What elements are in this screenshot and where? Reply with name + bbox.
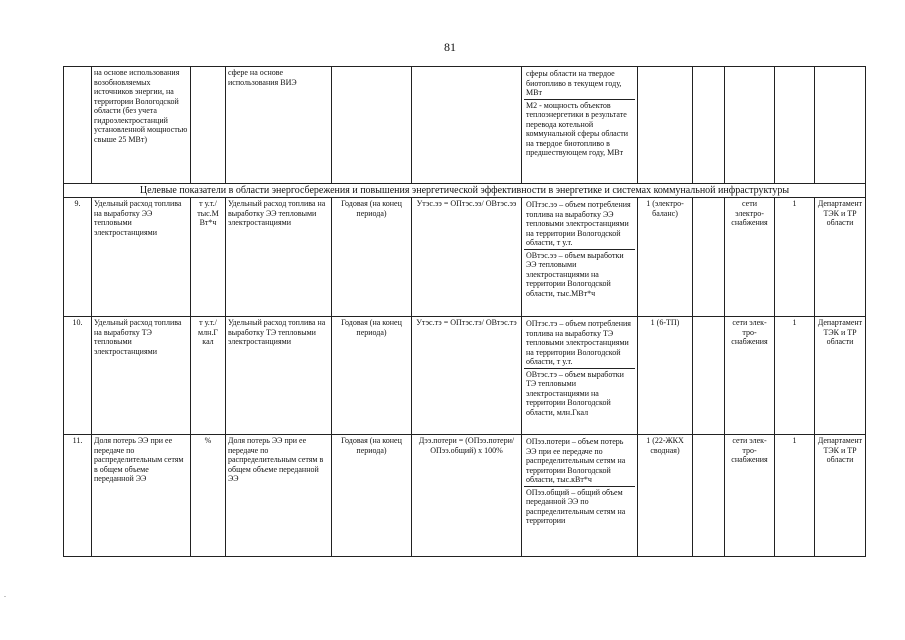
continuation-vars-cell — [522, 67, 638, 184]
periodicity: Годовая (на конец периода) — [332, 317, 412, 435]
formula: Утэс.ээ = ОПтэс.ээ/ ОВтэс.ээ — [412, 198, 522, 317]
indicator-name: Доля потерь ЭЭ при ее передаче по распределительным сетям в общем объеме переданной ЭЭ — [92, 435, 191, 557]
variable-description: ОПээ.общий – общий объем переданной ЭЭ по распределительным сетям на территории — [526, 487, 626, 525]
formula: Дээ.потери = (ОПээ.потери/ ОПээ.общий) х 100% — [412, 435, 522, 557]
variables — [522, 435, 638, 557]
indicator-name: Удельный расход топлива на выработку ТЭ тепловыми электростанциями — [92, 317, 191, 435]
variables — [522, 198, 638, 317]
data-source: 1 (электро-баланс) — [638, 198, 693, 317]
variable-description: ОПээ.потери – объем потерь ЭЭ при ее передаче по распределительным сетям на территории Вологодской области, тыс.кВт*ч — [524, 436, 635, 487]
definition: Доля потерь ЭЭ при ее передаче по распределительным сетям в общем объеме переданной ЭЭ — [226, 435, 332, 557]
responsible-body: Департамент ТЭК и ТР области — [815, 317, 866, 435]
indicators-table — [63, 66, 866, 557]
data-source: 1 (6-ТП) — [638, 317, 693, 435]
table-row — [64, 435, 866, 557]
periodicity: Годовая (на конец периода) — [332, 198, 412, 317]
responsible-body: Департамент ТЭК и ТР области — [815, 198, 866, 317]
variable-description: ОПтэс.ээ – объем потребления топлива на выработку ЭЭ тепловыми электростанциями на территории Вологодской области, т у.т. — [524, 199, 635, 250]
indicator-type: 1 — [775, 317, 815, 435]
data-source: 1 (22-ЖКХ сводная) — [638, 435, 693, 557]
formula: Утэс.тэ = ОПтэс.тэ/ ОВтэс.тэ — [412, 317, 522, 435]
continuation-definition-cell: сфере на основе использования ВИЭ — [226, 67, 332, 184]
section-title: Целевые показатели в области энергосбережения и повышения энергетической эффективности в энергетике и системах коммунальной инфраструктуры — [64, 184, 866, 198]
indicator-name: Удельный расход топлива на выработку ЭЭ тепловыми электростанциями — [92, 198, 191, 317]
page-number: 81 — [444, 40, 456, 54]
continuation-row — [64, 67, 866, 184]
unit: % — [191, 435, 226, 557]
empty-cell — [693, 198, 725, 317]
variable-description: ОПтэс.тэ – объем потребления топлива на выработку ТЭ тепловыми электростанциями на территории Вологодской области, т у.т. — [524, 318, 635, 369]
table-row — [64, 198, 866, 317]
unit: т у.т./ млн.Г кал — [191, 317, 226, 435]
continuation-name-cell: на основе использования возобновляемых источников энергии, на территории Вологодской области (без учета гидроэлектростанций установленной мощностью свыше 25 МВт) — [92, 67, 191, 184]
empty-cell — [693, 435, 725, 557]
definition: Удельный расход топлива на выработку ЭЭ тепловыми электростанциями — [226, 198, 332, 317]
table-row — [64, 317, 866, 435]
variable-description: ОВтэс.тэ – объем выработки ТЭ тепловыми электростанциями на территории Вологодской области, млн.Гкал — [526, 369, 624, 417]
variable-description: ОВтэс.ээ – объем выработки ЭЭ тепловыми электростанциями на территории Вологодской области, тыс.МВт*ч — [526, 250, 624, 298]
variables — [522, 317, 638, 435]
continuation-var-a: сферы области на твердое биотопливо в текущем году, МВт — [524, 68, 635, 100]
collection-method: сети элек-тро-снабжения — [725, 317, 775, 435]
indicator-type: 1 — [775, 198, 815, 317]
collection-method: сети электро-снабжения — [725, 198, 775, 317]
indicator-type: 1 — [775, 435, 815, 557]
margin-mark: . — [4, 590, 6, 599]
unit: т у.т./ тыс.М Вт*ч — [191, 198, 226, 317]
row-number: 9. — [64, 198, 92, 317]
empty-cell — [693, 317, 725, 435]
row-number: 11. — [64, 435, 92, 557]
collection-method: сети элек-тро-снабжения — [725, 435, 775, 557]
definition: Удельный расход топлива на выработку ТЭ тепловыми электростанциями — [226, 317, 332, 435]
continuation-var-b: М2 - мощность объектов теплоэнергетики в результате перевода котельной коммунальной сферы области на твердое биотопливо в предшествующем году, МВт — [526, 100, 629, 157]
periodicity: Годовая (на конец периода) — [332, 435, 412, 557]
responsible-body: Департамент ТЭК и ТР области — [815, 435, 866, 557]
section-header-row — [64, 184, 866, 198]
row-number: 10. — [64, 317, 92, 435]
